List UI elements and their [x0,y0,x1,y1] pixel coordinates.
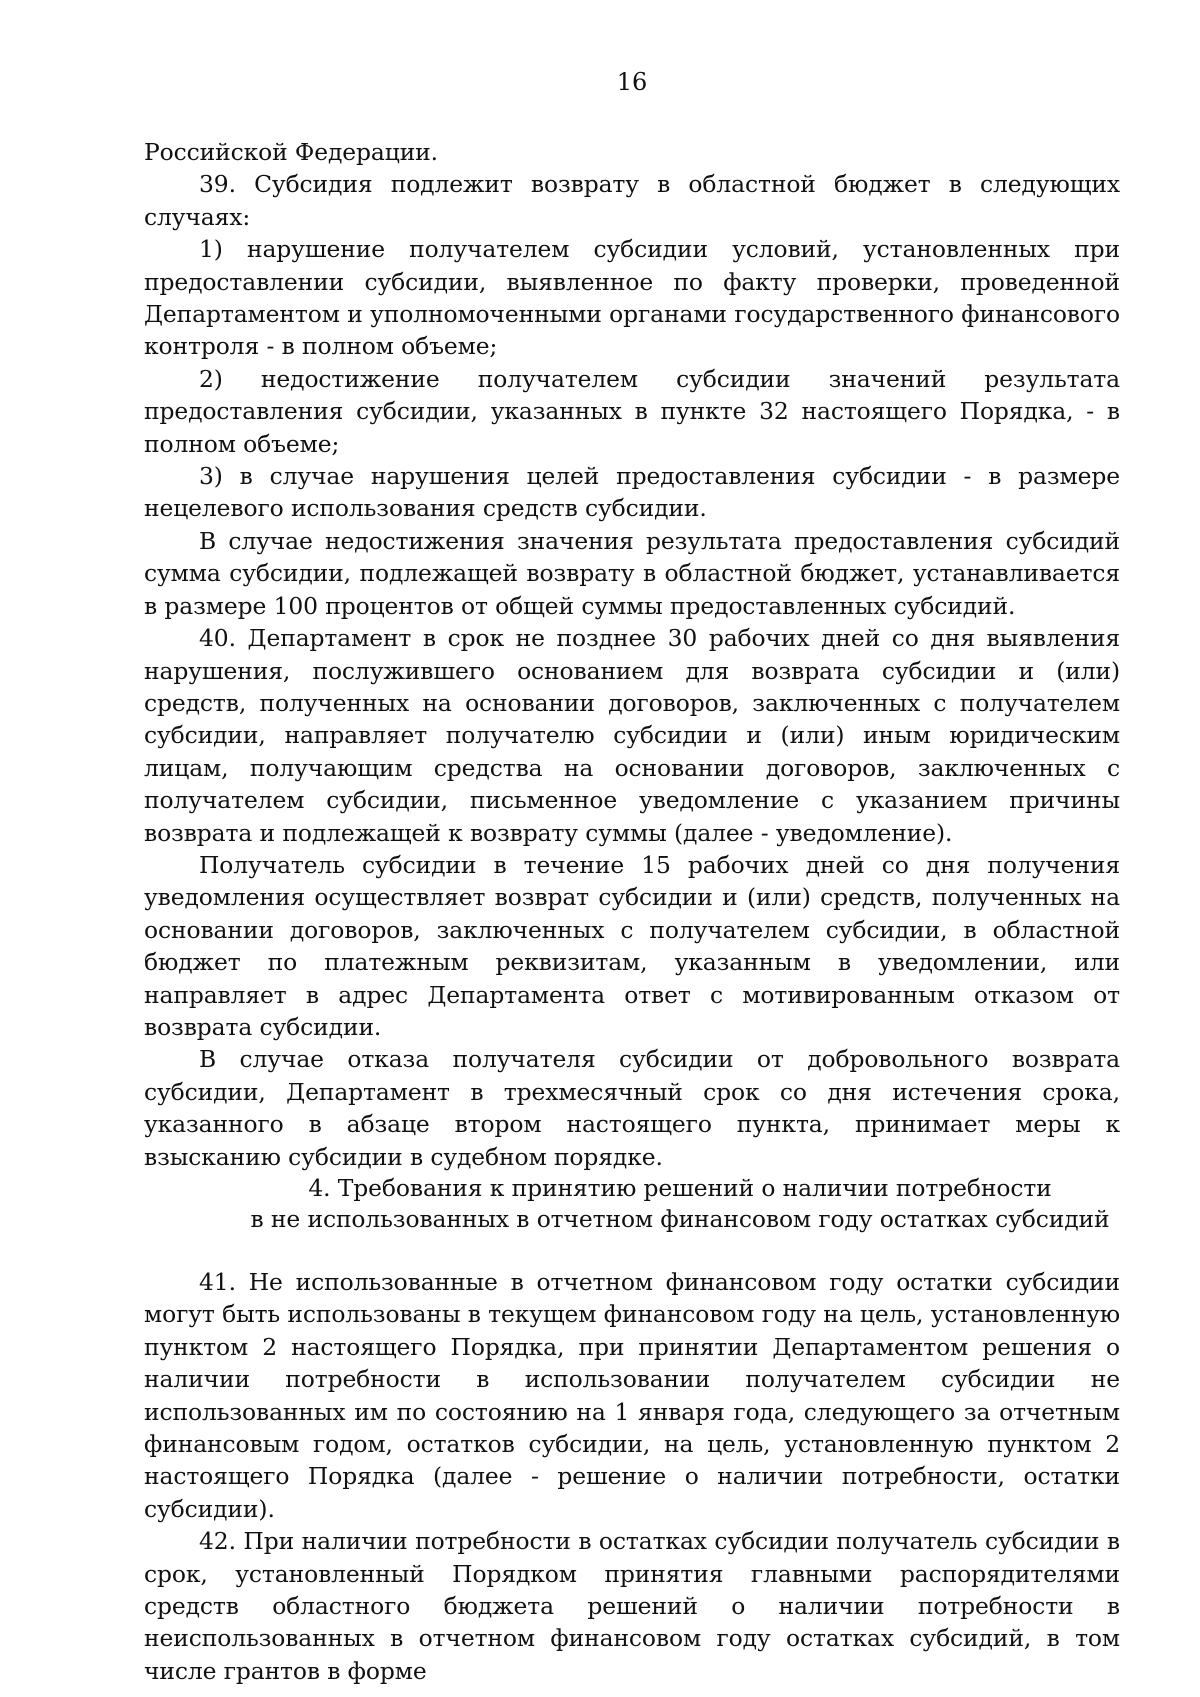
section-heading-line-1: 4. Требования к принятию решений о наличии потребности [308,1174,1052,1202]
paragraph-39-item-3: 3) в случае нарушения целей предоставления субсидии - в размере нецелевого использования средств субсидии. [144,462,1120,523]
paragraph-40-refusal: В случае отказа получателя субсидии от добровольного возврата субсидии, Департамент в трехмесячный срок со дня истечения срока, указанного в абзаце втором настоящего пункта, принимает меры к взысканию субсидии в судебном порядке. [144,1045,1120,1171]
document-page [144,0,1120,1697]
section-gap [144,1235,1120,1266]
paragraph-41: 41. Не использованные в отчетном финансовом году остатки субсидии могут быть использованы в текущем финансовом году на цель, установленную пунктом 2 настоящего Порядка, при принятии Департаментом решения о наличии потребности в использовании получателем субсидии не использованных им по состоянию на 1 января года, следующего за отчетным финансовым годом, остатков субсидии, на цель, установленную пунктом 2 настоящего Порядка (далее - решение о наличии потребности, остатки субсидии). [144,1268,1120,1523]
paragraph-39-item-2: 2) недостижение получателем субсидии значений результата предоставления субсидии, указанных в пункте 32 настоящего Порядка, - в полном объеме; [144,364,1120,458]
paragraph-continuation: Российской Федерации. [144,138,439,166]
document-body [144,136,1120,1687]
section-heading-line-2: в не использованных в отчетном финансовом году остатках субсидий [250,1205,1110,1233]
section-heading [144,1173,1120,1235]
paragraph-40: 40. Департамент в срок не позднее 30 рабочих дней со дня выявления нарушения, послужившего основанием для возврата субсидии и (или) средств, полученных на основании договоров, заключенных с получателем субсидии, направляет получателю субсидии и (или) иным юридическим лицам, получающим средства на основании договоров, заключенных с получателем субсидии, письменное уведомление с указанием причины возврата и подлежащей к возврату суммы (далее - уведомление). [144,624,1120,847]
paragraph-42: 42. При наличии потребности в остатках субсидии получатель субсидии в срок, установленный Порядком принятия главными распорядителями средств областного бюджета решений о наличии потребности в неиспользованных в отчетном финансовом году остатках субсидий, в том числе грантов в форме [144,1527,1120,1685]
paragraph-39: 39. Субсидия подлежит возврату в областной бюджет в следующих случаях: [144,170,1120,231]
paragraph-39-item-1: 1) нарушение получателем субсидии условий, установленных при предоставлении субсидии, выявленное по факту проверки, проведенной Департаментом и уполномоченными органами государственного финансового контроля - в полном объеме; [144,235,1120,361]
paragraph-40-recipient: Получатель субсидии в течение 15 рабочих дней со дня получения уведомления осуществляет возврат субсидии и (или) средств, полученных на основании договоров, заключенных с получателем субсидии, в областной бюджет по платежным реквизитам, указанным в уведомлении, или направляет в адрес Департамента ответ с мотивированным отказом от возврата субсидии. [144,850,1120,1041]
page-number: 16 [616,68,648,96]
paragraph-39-note: В случае недостижения значения результата предоставления субсидий сумма субсидии, подлежащей возврату в областной бюджет, устанавливается в размере 100 процентов от общей суммы предоставленных субсидий. [144,526,1120,620]
